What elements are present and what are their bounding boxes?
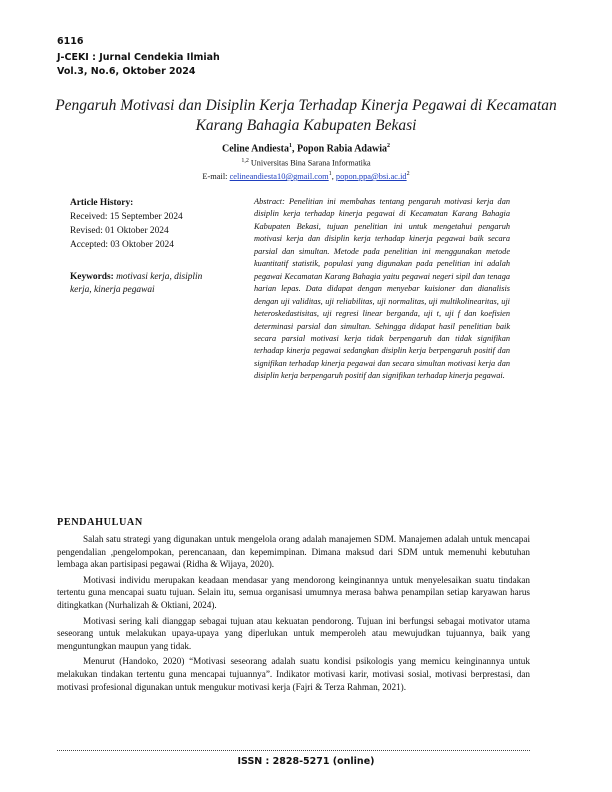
email-link[interactable]: popon.ppa@bsi.ac.id [335,171,407,181]
email-line: E-mail: celineandiesta10@gmail.com$^1$, $popon.ppa@bsi.ac.id^2$ [202,171,410,181]
keywords-label: Keywords: [70,272,114,282]
paragraph: Menurut (Handoko, 2020) “Motivasi seseorang adalah suatu kondisi psikologis yang memicu keinginannya untuk melakukan tindakan tertentu guna mencapai tujuannya”. Indikator motivasi karir, motivasi sosial, motivasi berprestasi, dan motivasi profesional digunakan untuk mengukur motivasi kerja (Fajri & Terza Rahman, 2021). [57,656,530,692]
paragraph: Salah satu strategi yang digunakan untuk mengelola orang adalah manajemen SDM. Manajemen adalah untuk mencapai pengendalian ,pengelompokan, perencanaan, dan kepemimpinan. Dimana maksud dari SDM untuk memenuhi kebutuhan lembaga akan partisipasi pegawai (Ridha & Wijaya, 2020). [57,534,530,570]
article-info [70,196,242,297]
article-title: Pengaruh Motivasi dan Disiplin Kerja Terhadap Kinerja Pegawai di Kecamatan Karang Bahagia Kabupaten Bekasi [55,97,557,134]
history-heading: Article History: [70,198,134,208]
page-number: 6116 [57,36,84,47]
paragraph: Motivasi sering kali dianggap sebagai tujuan atau kekuatan pendorong. Tujuan ini berfungsi sebagai motivator utama seseorang untuk melakukan upaya-upaya yang diperlukan untuk memperoleh atau mewujudkan tujuannya, baik yang menguntungkan maupun yang tidak. [57,615,530,651]
received-date: Received: 15 September 2024 [70,212,183,222]
keywords [70,271,210,297]
paragraph: Motivasi individu merupakan keadaan mendasar yang mendorong keinginannya untuk menyelesaikan suatu tindakan tertentu guna mencapai suatu tujuan. Selain itu, semua organisasi umumnya merasa bahwa penampilan setiap karyawan harus ditingkatkan (Nurhalizah & Oktiani, 2024). [57,574,530,610]
journal-name: J-CEKI : Jurnal Cendekia Ilmiah [57,52,220,63]
email-link[interactable]: celineandiesta10@gmail.com [229,171,329,181]
affiliation-name: Universitas Bina Sarana Informatika [250,158,371,168]
email-label: E-mail: [202,171,228,181]
section-body [57,533,530,696]
revised-date: Revised: 01 Oktober 2024 [70,226,169,236]
affiliation-sup: 1,2 [241,158,249,164]
author-name: Celine Andiesta [222,143,289,155]
affiliation [40,158,572,168]
abstract-label: Abstract: [254,197,285,206]
abstract-text: Penelitian ini membahas tentang pengaruh motivasi kerja dan disiplin kerja terhadap kinerja pegawai di Kecamatan Karang Bahagia Kabupaten Bekasi, tujuan penelitian ini untuk mengetahui pengaruh motivasi kerja dan disiplin kerja terhadap kinerja pegawai baik secara parsial dan simultan. Metode pada penelitian ini menggunakan metode kuantitatif statistik, populasi yang digunakan pada penelitian ini adalah pegawai Kecamatan Karang Bahagia yaitu pegawai negeri sipil dan tenaga harian lepas. Data didapat dengan menyebar kuisioner dan dianalisis dengan uji validitas, uji reliabilitas, uji normalitas, uji multikolinearitas, uji heteroskedastisitas, uji regresi linear berganda, uji t, uji f dan koefisien determinasi parsial dan simultan. Sehingga didapat hasil penelitian baik secara parsial motivasi kerja tidak berpengaruh dan tidak signifikan terhadap kinerja pegawai sedangkan disiplin kerja berpengaruh positif dan signifikan terhadap kinerja pegawai dan secara simultan motivasi kerja dan disiplin kerja berpengaruh positif dan signifikan terhadap kinerja pegawai. [254,197,510,381]
author-name: Popon Rabia Adawia [296,143,387,155]
issn: ISSN : 2828-5271 (online) [237,756,375,767]
footer-divider [57,750,530,751]
accepted-date: Accepted: 03 Oktober 2024 [70,240,174,250]
author-sup: 1 [288,143,292,149]
keywords-text: motivasi kerja, disiplin kerja, kinerja pegawai [70,272,203,295]
email-sup: 2 [406,171,410,177]
author-line [40,143,572,154]
journal-volume: Vol.3, No.6, Oktober 2024 [57,66,196,77]
section-heading: PENDAHULUAN [57,517,143,528]
author-sup: 2 [386,143,390,149]
email-sup: 1 [328,171,332,177]
author-separator: , [291,143,297,155]
abstract [254,196,510,383]
